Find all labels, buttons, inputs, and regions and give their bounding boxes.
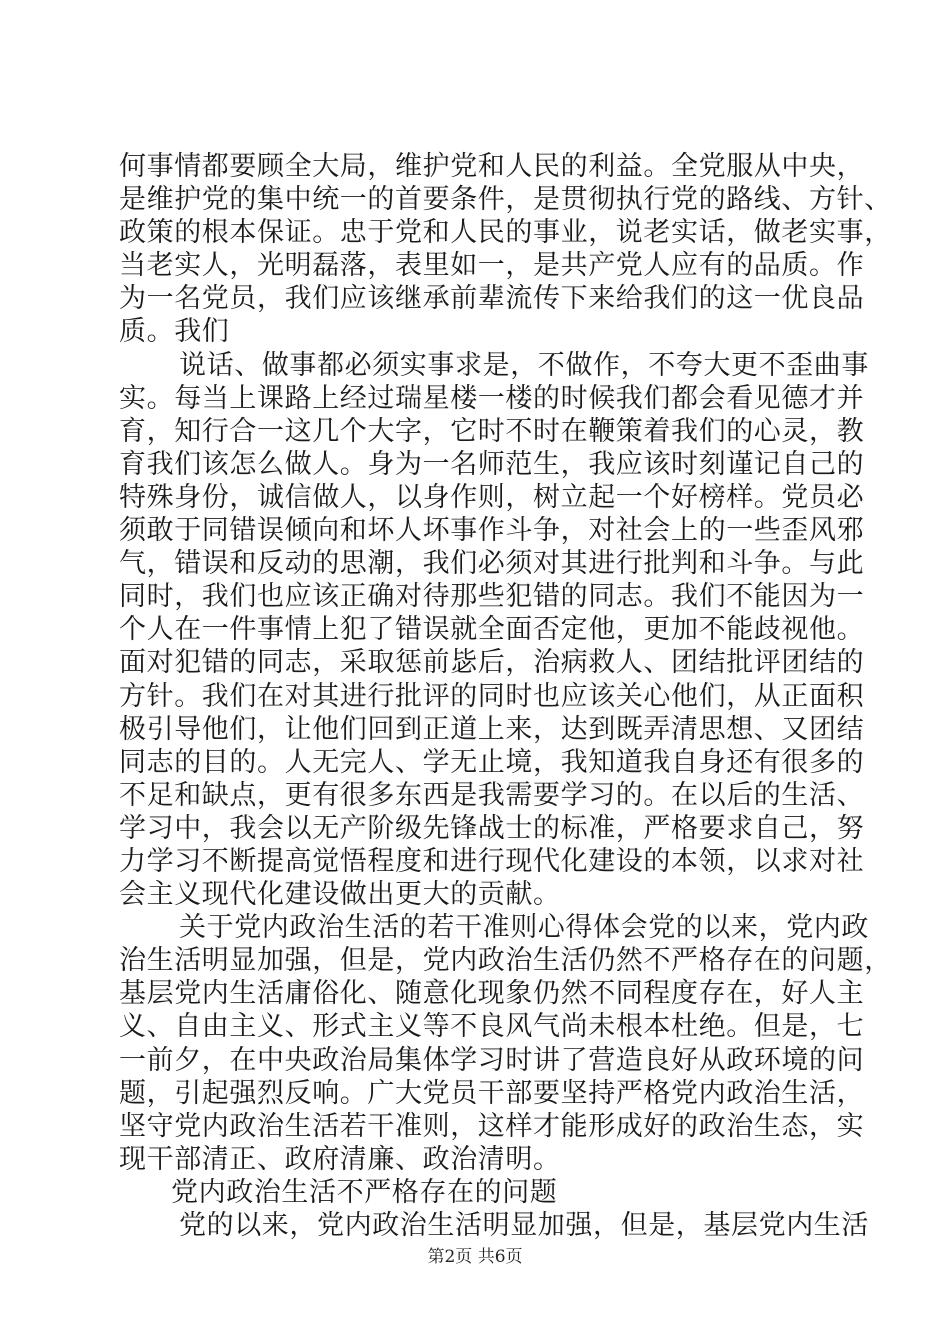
text-line: 育我们该怎么做人。身为一名师范生，我应该时刻谨记自己的: [119, 448, 865, 480]
paragraph-start-line: 关于党内政治生活的若干准则心得体会党的以来，党内政: [179, 912, 869, 944]
text-line: 义、自由主义、形式主义等不良风气尚未根本杜绝。但是，七: [119, 1011, 865, 1043]
text-line: 题，引起强烈反响。广大党员干部要坚持严格党内政治生活，: [119, 1077, 865, 1109]
section-heading: 党内政治生活不严格存在的问题: [171, 1176, 558, 1208]
paragraph-start-line: 党的以来，党内政治生活明显加强，但是，基层党内生活: [179, 1210, 869, 1241]
text-line: 力学习不断提高觉悟程度和进行现代化建设的本领，以求对社: [119, 845, 865, 877]
text-line: 治生活明显加强，但是，党内政治生活仍然不严格存在的问题，: [119, 945, 892, 977]
text-line: 会主义现代化建设做出更大的贡献。: [119, 879, 561, 911]
text-line: 为一名党员，我们应该继承前辈流传下来给我们的这一优良品: [119, 283, 865, 315]
text-line: 个人在一件事情上犯了错误就全面否定他，更加不能歧视他。: [119, 614, 865, 646]
text-line: 何事情都要顾全大局，维护党和人民的利益。全党服从中央，: [119, 151, 865, 182]
text-line: 面对犯错的同志，采取惩前毖后，治病救人、团结批评团结的: [119, 647, 865, 679]
paragraph-start-line: 说话、做事都必须实事求是，不做作，不夸大更不歪曲事: [179, 349, 869, 381]
text-line: 一前夕，在中央政治局集体学习时讲了营造良好从政环境的问: [119, 1044, 865, 1076]
text-line: 同志的目的。人无完人、学无止境，我知道我自身还有很多的: [119, 746, 865, 778]
text-line: 不足和缺点，更有很多东西是我需要学习的。在以后的生活、: [119, 779, 865, 811]
text-line: 须敢于同错误倾向和坏人坏事作斗争，对社会上的一些歪风邪: [119, 515, 865, 547]
text-line: 育，知行合一这几个大字，它时不时在鞭策着我们的心灵，教: [119, 415, 865, 447]
text-line: 基层党内生活庸俗化、随意化现象仍然不同程度存在，好人主: [119, 978, 865, 1010]
text-line: 学习中，我会以无产阶级先锋战士的标准，严格要求自己，努: [119, 812, 865, 844]
text-line: 实。每当上课路上经过瑞星楼一楼的时候我们都会看见德才并: [119, 382, 865, 414]
text-line: 气，错误和反动的思潮，我们必须对其进行批判和斗争。与此: [119, 548, 865, 580]
text-line: 是维护党的集中统一的首要条件，是贯彻执行党的路线、方针、: [119, 184, 892, 216]
text-line: 质。我们: [119, 316, 230, 348]
text-line: 政策的根本保证。忠于党和人民的事业，说老实话，做老实事，: [119, 217, 892, 249]
text-line: 极引导他们，让他们回到正道上来，达到既弄清思想、又团结: [119, 713, 865, 745]
text-line: 特殊身份，诚信做人，以身作则，树立起一个好榜样。党员必: [119, 481, 865, 513]
text-line: 同时，我们也应该正确对待那些犯错的同志。我们不能因为一: [119, 581, 865, 613]
page-number-footer: 第2页 共6页: [427, 1247, 523, 1267]
text-line: 当老实人，光明磊落，表里如一，是共产党人应有的品质。作: [119, 250, 865, 282]
body-text: [119, 150, 892, 1242]
text-line: 方针。我们在对其进行批评的同时也应该关心他们，从正面积: [119, 680, 865, 712]
text-line: 现干部清正、政府清廉、政治清明。: [119, 1143, 561, 1175]
text-line: 坚守党内政治生活若干准则，这样才能形成好的政治生态，实: [119, 1110, 865, 1142]
